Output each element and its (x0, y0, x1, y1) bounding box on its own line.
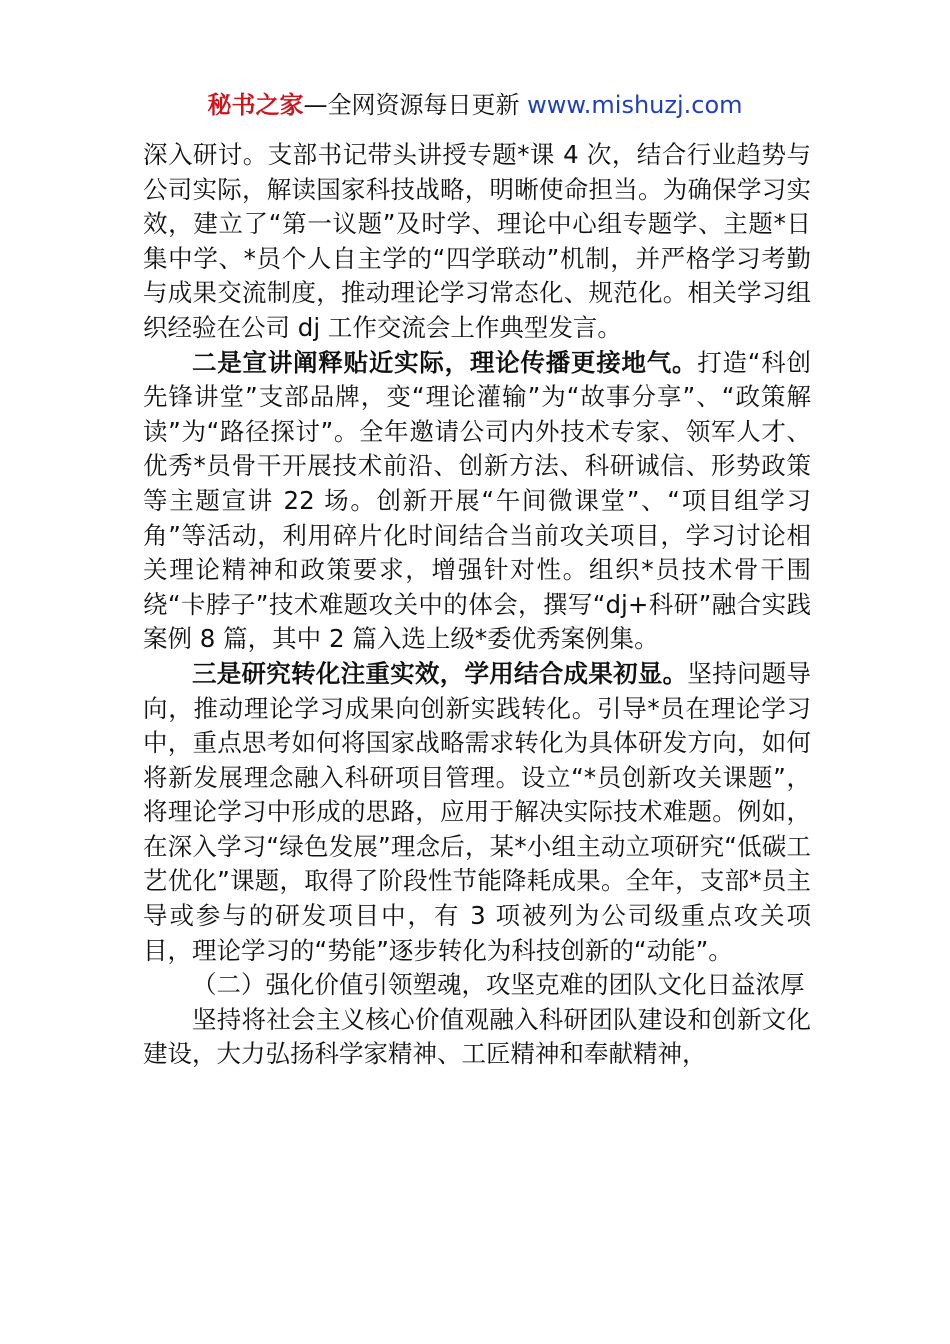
section-heading (143, 968, 811, 1003)
document-body (143, 138, 811, 1072)
section-heading-text: （二）强化价值引领塑魂，攻坚克难的团队文化日益浓厚 (192, 970, 805, 1000)
paragraph-text: 坚持将社会主义核心价值观融入科研团队建设和创新文化建设，大力弘扬科学家精神、工匠精神和奉献精神， (143, 1004, 811, 1069)
site-header (0, 88, 950, 122)
paragraph-text: 坚持问题导向，推动理论学习成果向创新实践转化。引导*员在理论学习中，重点思考如何将国家战略需求转化为具体研发方向，如何将新发展理念融入科研项目管理。设立“*员创新攻关课题”，将理论学习中形成的思路，应用于解决实际技术难题。例如，在深入学习“绿色发展”理念后，某*小组主动立项研究“低碳工艺优化”课题，取得了阶段性节能降耗成果。全年，支部*员主导或参与的研发项目中，有 3 项被列为公司级重点攻关项目，理论学习的“势能”逐步转化为科技创新的“动能”。 (143, 658, 812, 965)
paragraph-text: 深入研讨。支部书记带头讲授专题*课 4 次，结合行业趋势与公司实际，解读国家科技战略，明晰使命担当。为确保学习实效，建立了“第一议题”及时学、理论中心组专题学、主题*日集中学、*员个人自主学的“四学联动”机制，并严格学习考勤与成果交流制度，推动理论学习常态化、规范化。相关学习组织经验在公司 dj 工作交流会上作典型发言。 (143, 140, 811, 342)
paragraph-lead: 二是宣讲阐释贴近实际，理论传播更接地气。 (192, 347, 698, 377)
paragraph-intro (143, 1003, 811, 1072)
paragraph-text: 打造“科创先锋讲堂”支部品牌，变“理论灌输”为“故事分享”、“政策解读”为“路径探讨”。全年邀请公司内外技术专家、领军人才、优秀*员骨干开展技术前沿、创新方法、科研诚信、形势政策等主题宣讲 22 场。创新开展“午间微课堂”、“项目组学习角”等活动，利用碎片化时间结合当前攻关项目，学习讨论相关理论精神和政策要求，增强针对性。组织*员技术骨干围绕“卡脖子”技术难题攻关中的体会，撰写“dj+科研”融合实践案例 8 篇，其中 2 篇入选上级*委优秀案例集。 (143, 347, 811, 654)
paragraph-point-two (143, 346, 811, 657)
site-slogan: —全网资源每日更新 (303, 91, 520, 119)
paragraph-point-three (143, 657, 811, 968)
paragraph-lead: 三是研究转化注重实效，学用结合成果初显。 (192, 658, 688, 688)
site-url-link[interactable]: www.mishuzj.com (527, 91, 743, 119)
site-brand: 秘书之家 (207, 91, 304, 119)
paragraph-continuation (143, 138, 811, 346)
